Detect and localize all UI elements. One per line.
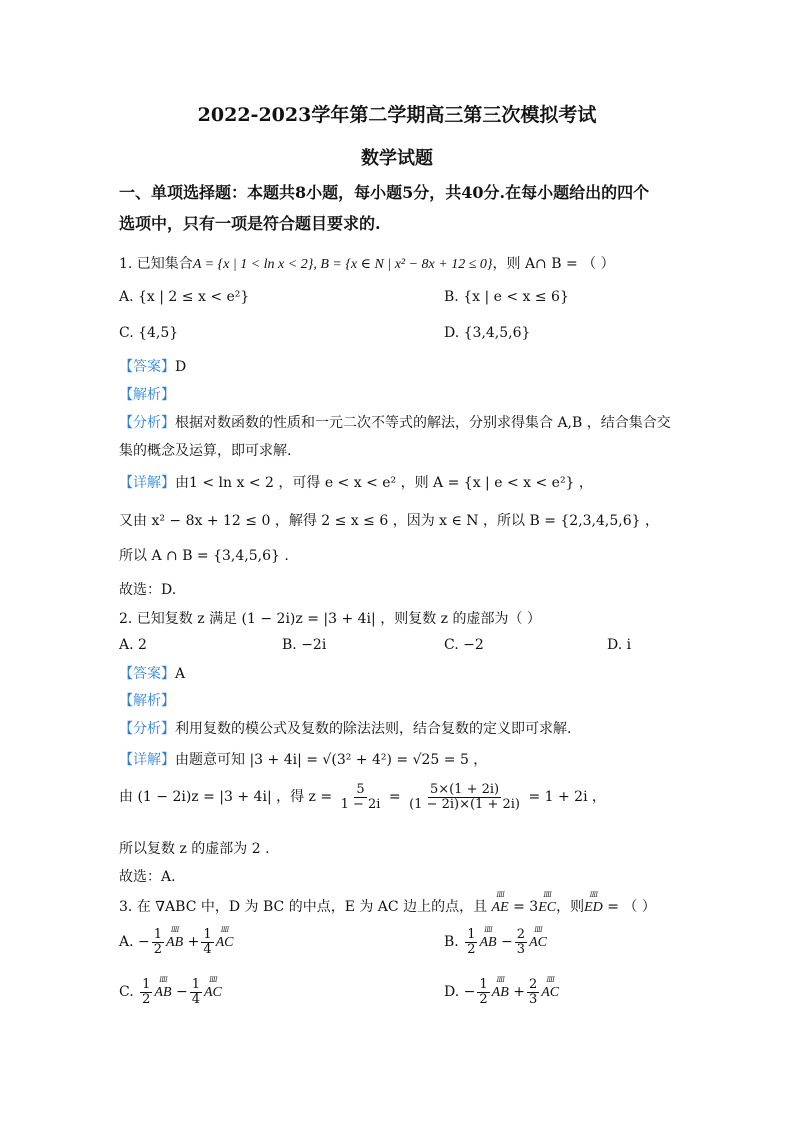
detail-tag: 【详解】 [119,752,175,768]
q2-option-b: B. −2i [282,637,327,653]
q2-analysis-tag [119,690,175,710]
q1-analysis-tag [119,384,175,404]
q3-stem [119,896,656,916]
exam-title: 2022-2023学年第二学期高三第三次模拟考试 [197,104,597,126]
fraction-numerator: 2 [516,927,526,942]
detail-tag: 【详解】 [119,475,175,491]
q1-stem-suffix: ，则 A∩ B = （ ） [492,256,615,272]
q2-option-c: C. −2 [444,637,484,653]
coefficient-1 [152,928,164,956]
q2-answer-value: A [175,666,186,682]
vector-ed: ⅡⅡ ED [584,900,603,916]
option-label: B. [444,934,459,951]
section-heading-line-1: 一、单项选择题：本题共8小题，每小题5分，共40分.在每小题给出的四个 [119,183,650,202]
fraction-numerator: 5×(1 + 2i) [429,782,500,797]
fraction-denominator: 1 − 2i [340,796,381,812]
coefficient-2 [201,928,213,956]
fraction-denominator: 3 [516,941,526,957]
q1-fenxi [119,412,671,432]
q1-stem-prefix: 1. 已知集合 [119,256,193,272]
q1-set-a: A = {x | 1 < ln x < 2} [192,257,314,272]
vector-ab: ⅡⅡ AB [479,935,496,951]
fraction-denominator: 4 [203,941,212,957]
analysis-tag: 【解析】 [119,693,175,709]
analysis-tag: 【解析】 [119,387,175,403]
q1-conclusion: 故选：D. [119,582,177,598]
vector-ae: ⅡⅡ AE [492,900,509,916]
q2-detail [119,749,487,769]
q2-fraction-2 [407,783,522,811]
coefficient-1 [477,978,489,1006]
sign: − [138,934,150,951]
fraction-numerator: 1 [467,927,476,942]
fraction-denominator: (1 − 2i)×(1 + 2i) [409,796,520,812]
sign: + [513,984,525,1001]
q2-fenxi [119,718,571,738]
sign: + [187,934,200,951]
q1-set-b: , B = {x ∈ N | x² − 8x + 12 ≤ 0} [313,257,493,272]
fenxi-tag: 【分析】 [119,721,175,737]
sign: − [463,984,476,1001]
vector-ac: ⅡⅡ AC [216,935,234,951]
fraction-denominator: 2 [142,991,151,1007]
answer-tag: 【答案】 [119,666,175,682]
fenxi-tag: 【分析】 [119,415,175,431]
q1-detail-text: 由1 < ln x < 2 ，可得 e < x < e² ，则 A = {x | e < x < e²} ， [175,475,593,491]
vector-ec: ⅡⅡ EC [538,900,556,916]
q1-option-b: B. {x | e < x ≤ 6} [444,289,569,305]
q1-option-c: C. {4,5} [119,325,179,341]
q1-fenxi-line-2: 集的概念及运算，即可求解. [119,443,292,459]
q2-option-d: D. i [607,637,632,653]
coefficient-2 [515,928,527,956]
q3-option-b [444,928,547,956]
fraction-numerator: 2 [528,977,538,992]
q1-stem [119,253,615,273]
q2-line2-prefix: 由 (1 − 2i)z = |3 + 4i| ，得 z = [119,789,333,806]
q1-option-a: A. {x | 2 ≤ x < e²} [119,289,250,305]
fraction-denominator: 2 [479,991,488,1007]
fraction-numerator: 1 [142,977,151,992]
q1-answer [119,356,186,376]
q1-detail [119,472,593,492]
vector-ab: ⅡⅡ AB [166,935,183,951]
fraction-numerator: 5 [356,782,365,797]
q1-option-d: D. {3,4,5,6} [444,325,531,341]
coefficient-2 [190,978,202,1006]
vector-ab: ⅡⅡ AB [154,985,171,1001]
fraction-numerator: 1 [203,927,212,942]
sign: − [501,934,513,951]
vector-ac: ⅡⅡ AC [541,985,559,1001]
equals-sign: = [388,789,401,806]
q2-conclusion: 故选：A. [119,869,176,885]
fraction-numerator: 1 [153,927,163,942]
fraction-numerator: 1 [479,977,488,992]
q2-fraction-1 [339,783,383,811]
q2-stem: 2. 已知复数 z 满足 (1 − 2i)z = |3 + 4i| ，则复数 z 的虚部为（ ） [119,611,541,627]
q3-option-d [444,978,559,1006]
fraction-denominator: 4 [191,991,200,1007]
q2-solution-line-3: 所以复数 z 的虚部为 2 . [119,841,270,857]
q1-fenxi-text: 根据对数函数的性质和一元二次不等式的解法，分别求得集合 A,B ，结合集合交 [175,415,671,431]
q2-line2-suffix: = 1 + 2i ， [528,789,606,806]
q1-answer-value: D [175,359,187,375]
fraction-denominator: 2 [153,941,163,957]
q3-option-a [119,928,234,956]
fraction-numerator: 1 [191,977,200,992]
q1-solution-line-3: 所以 A ∩ B = {3,4,5,6} . [119,548,289,564]
q3-option-c [119,978,222,1006]
q1-solution-line-2: 又由 x² − 8x + 12 ≤ 0 ，解得 2 ≤ x ≤ 6 ，因为 x ∈ N ，所以 B = {2,3,4,5,6} ， [119,513,659,529]
answer-tag: 【答案】 [119,359,175,375]
q2-answer [119,663,185,683]
vector-ac: ⅡⅡ AC [204,985,222,1001]
q3-stem-mid: = 3 [508,899,539,915]
q3-stem-then: ，则 [556,899,585,915]
option-label: D. [444,984,460,1001]
coefficient-1 [140,978,152,1006]
q3-stem-prefix: 3. 在 ∇ABC 中，D 为 BC 的中点，E 为 AC 边上的点，且 [119,899,488,915]
fraction-denominator: 3 [528,991,538,1007]
vector-ab: ⅡⅡ AB [492,985,509,1001]
fraction-denominator: 2 [467,941,476,957]
q3-stem-suffix: = （ ） [602,899,656,915]
option-label: A. [119,934,134,951]
option-label: C. [119,984,134,1001]
coefficient-2 [527,978,539,1006]
q2-option-a: A. 2 [119,637,147,653]
sign: − [175,984,188,1001]
coefficient-1 [465,928,477,956]
q2-detail-text: 由题意可知 |3 + 4i| = √(3² + 4²) = √25 = 5 ， [175,752,488,768]
vector-ac: ⅡⅡ AC [529,935,547,951]
q2-solution-line-2 [119,783,606,811]
section-heading-line-2: 选项中，只有一项是符合题目要求的. [119,214,381,233]
exam-subtitle: 数学试题 [361,148,433,169]
q2-fenxi-text: 利用复数的模公式及复数的除法法则，结合复数的定义即可求解. [175,721,572,737]
